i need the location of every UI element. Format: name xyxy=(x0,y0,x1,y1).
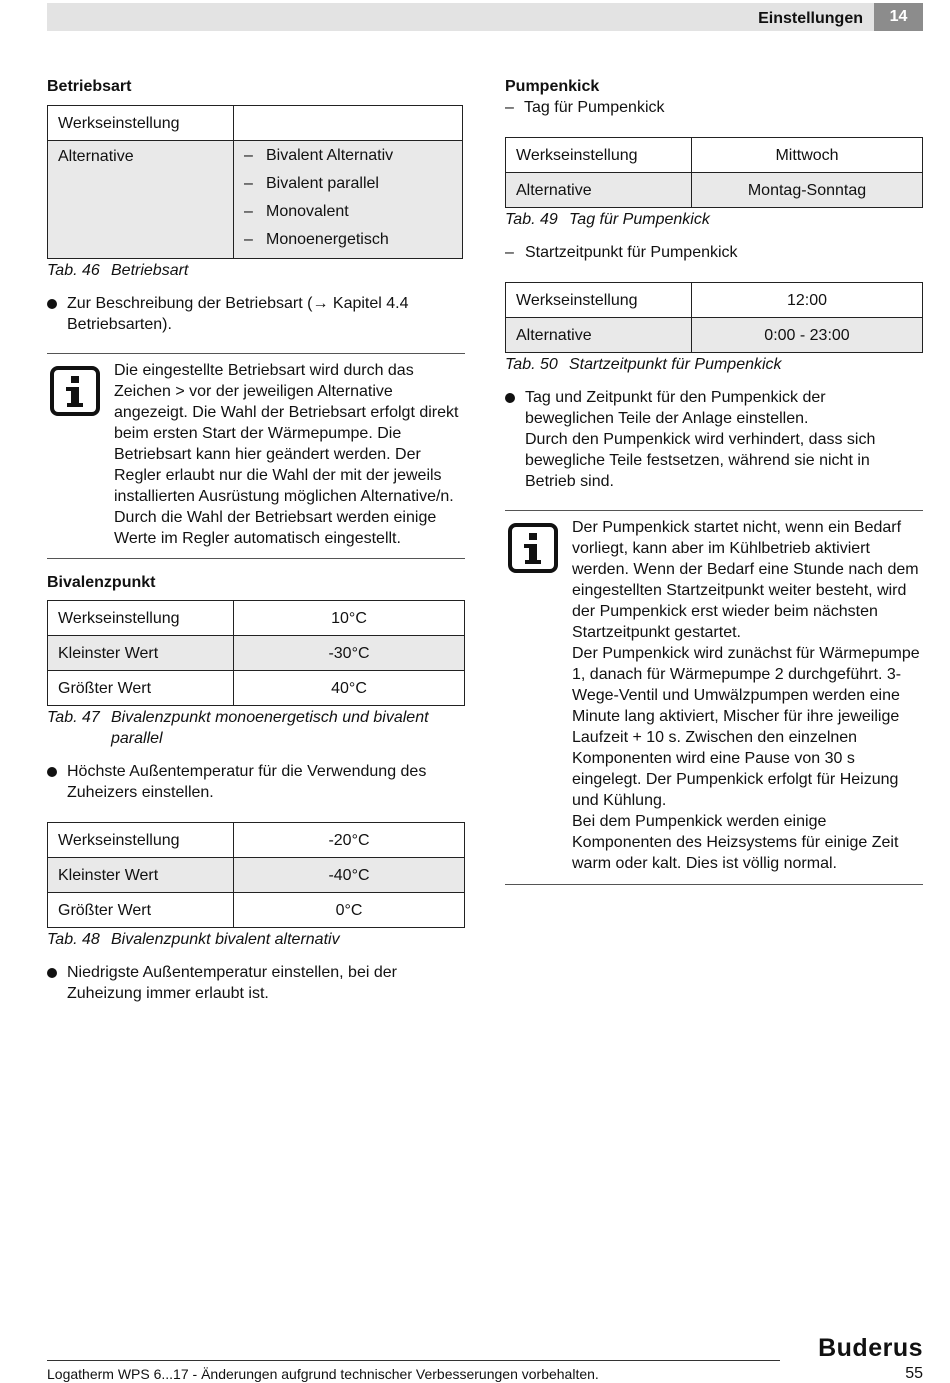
table-cell-label: Werkseinstellung xyxy=(48,823,234,858)
left-column xyxy=(47,76,465,1004)
table-caption: Tab. 50 Startzeitpunkt für Pumpenkick xyxy=(505,356,782,373)
heading-bivalenzpunkt: Bivalenzpunkt xyxy=(47,574,156,591)
heading-pumpenkick: Pumpenkick xyxy=(505,78,600,95)
table-cell-alternatives xyxy=(234,141,463,259)
table-cell-value: -20°C xyxy=(234,823,465,858)
info-icon xyxy=(50,366,100,416)
bullet-item: Niedrigste Außentemperatur einstellen, bei der Zuheizung immer erlaubt ist. xyxy=(47,962,452,1004)
alternative-item: – Bivalent parallel xyxy=(244,175,379,192)
info-text: Der Pumpenkick wird zunächst für Wärmepumpe 1, danach für Wärmepumpe 2 durchgeführt. 3-Wege-Ventil und Umwälzpumpen werden eine Minute lang aktiviert, Mischer für ihre jeweilige Laufzeit + 10 s. Zwischen den einzelnen Komponenten wird eine Pause von 30 s eingelegt. Der Pumpenkick erfolgt für Heizung und Kühlung. xyxy=(572,645,920,809)
table-caption: Tab. 49 Tag für Pumpenkick xyxy=(505,211,710,228)
table-cell-value: 10°C xyxy=(234,601,465,636)
alternative-item: – Bivalent Alternativ xyxy=(244,147,394,164)
info-box xyxy=(505,510,923,885)
bullet-item: Höchste Außentemperatur für die Verwendung des Zuheizers einstellen. xyxy=(47,761,452,803)
page-number: 55 xyxy=(905,1365,923,1382)
info-text: Die eingestellte Betriebsart wird durch das Zeichen > vor der jeweiligen Alternative angezeigt. Die Wahl der Betriebsart erfolgt direkt beim ersten Start der Wärmepumpe. Die Betriebsart kann hier geändert werden. Der Regler erlaubt nur die Wahl der mit der jeweils installierten Ausrüstung möglichen Alternative/n. Durch die Wahl der Betriebsart werden einige Werte im Regler automatisch eingestellt. xyxy=(114,362,459,547)
table-cell-label: Größter Wert xyxy=(48,893,234,928)
alternative-item: – Monoenergetisch xyxy=(244,231,389,248)
table-caption: Tab. 48 Bivalenzpunkt bivalent alternativ xyxy=(47,931,340,948)
footer-text: Logatherm WPS 6...17 - Änderungen aufgrund technischer Verbesserungen vorbehalten. xyxy=(47,1366,599,1382)
info-icon xyxy=(508,523,558,573)
right-column xyxy=(505,76,923,885)
section-title: Einstellungen xyxy=(758,10,863,27)
table-caption: Tab. 46 Betriebsart xyxy=(47,262,189,279)
table-cell-label: Kleinster Wert xyxy=(48,858,234,893)
table-pumpenkick-tag xyxy=(505,137,923,208)
page-header xyxy=(47,3,923,31)
table-cell-label: Alternative xyxy=(48,141,234,259)
table-cell-label: Werkseinstellung xyxy=(48,106,234,141)
table-cell-value: Montag-Sonntag xyxy=(692,173,923,208)
table-cell-label: Alternative xyxy=(506,173,692,208)
bullet-item: Tag und Zeitpunkt für den Pumpenkick der beweglichen Teile der Anlage einstellen. Durch den Pumpenkick wird verhindert, dass sich bewegliche Teile festsetzen, während sie nicht in Betrieb sind. xyxy=(505,387,910,492)
table-cell-label: Werkseinstellung xyxy=(48,601,234,636)
table-cell-value: -30°C xyxy=(234,636,465,671)
table-cell-label: Alternative xyxy=(506,318,692,353)
chapter-number: 14 xyxy=(874,3,923,31)
bullet-dot xyxy=(47,299,57,309)
brand-logo: Buderus xyxy=(818,1334,923,1362)
table-cell-label: Werkseinstellung xyxy=(506,138,692,173)
bullet-dot xyxy=(505,393,515,403)
table-caption: Tab. 47 Bivalenzpunkt monoenergetisch und bivalent parallel xyxy=(47,709,429,747)
info-box xyxy=(47,353,465,559)
table-cell-label: Kleinster Wert xyxy=(48,636,234,671)
dash-item: – Startzeitpunkt für Pumpenkick xyxy=(505,244,738,261)
table-cell-value: 12:00 xyxy=(692,283,923,318)
table-bivalenzpunkt-1 xyxy=(47,600,465,706)
heading-betriebsart: Betriebsart xyxy=(47,78,132,95)
table-cell-value: 0:00 - 23:00 xyxy=(692,318,923,353)
table-cell-label: Werkseinstellung xyxy=(506,283,692,318)
alternative-item: – Monovalent xyxy=(244,203,349,220)
footer-rule xyxy=(47,1360,780,1361)
table-cell-value xyxy=(234,106,463,141)
table-betriebsart xyxy=(47,105,463,259)
table-pumpenkick-startzeit xyxy=(505,282,923,353)
bullet-item: Zur Beschreibung der Betriebsart (→ Kapitel 4.4 Betriebsarten). xyxy=(47,293,447,335)
dash-item: – Tag für Pumpenkick xyxy=(505,99,665,116)
bullet-dot xyxy=(47,767,57,777)
bullet-dot xyxy=(47,968,57,978)
info-text: Bei dem Pumpenkick werden einige Komponenten des Heizsystems für einige Zeit warm oder kalt. Dies ist völlig normal. xyxy=(572,813,899,872)
table-cell-label: Größter Wert xyxy=(48,671,234,706)
table-cell-value: Mittwoch xyxy=(692,138,923,173)
table-cell-value: 0°C xyxy=(234,893,465,928)
table-cell-value: -40°C xyxy=(234,858,465,893)
table-cell-value: 40°C xyxy=(234,671,465,706)
info-text: Der Pumpenkick startet nicht, wenn ein Bedarf vorliegt, kann aber im Kühlbetrieb aktiviert werden. Wenn der Bedarf eine Stunde nach dem eingestellten Startzeitpunkt weiter besteht, wird der Pumpenkick erst wieder beim nächsten Startzeitpunkt gestartet. xyxy=(572,519,919,641)
table-bivalenzpunkt-2 xyxy=(47,822,465,928)
